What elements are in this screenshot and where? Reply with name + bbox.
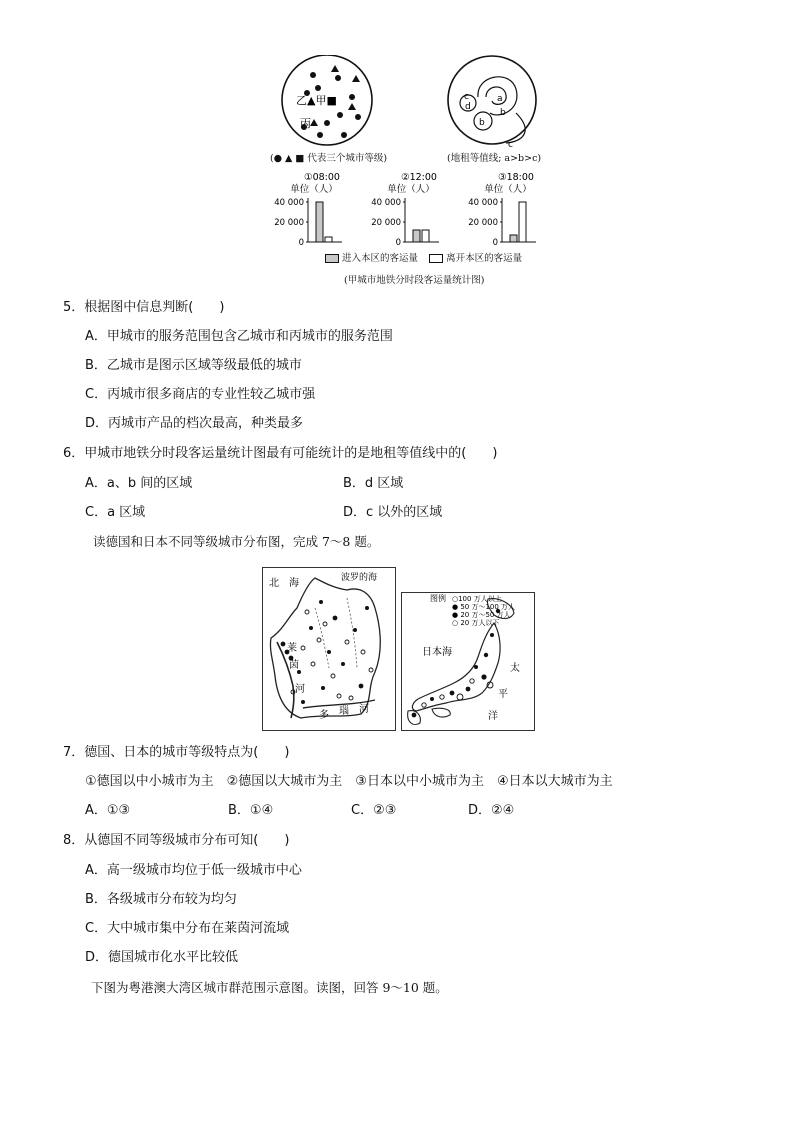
- rhine-label-1: 莱: [287, 643, 297, 654]
- bar-leave: [325, 237, 332, 242]
- q6-option-d[interactable]: D．c 以外的区域: [343, 505, 443, 520]
- bar-legend: [325, 250, 522, 264]
- baltic-sea-label: 波罗的海: [341, 573, 378, 583]
- contour-a-label: a: [497, 94, 503, 104]
- legend-leave-swatch: [429, 254, 443, 263]
- rhine-label-3: 河: [295, 684, 305, 695]
- bar-enter: [510, 235, 517, 242]
- contour-d-label: d: [465, 102, 471, 112]
- q8-option-c[interactable]: C．大中城市集中分布在莱茵河流域: [85, 921, 290, 936]
- pacific-label-2: 平: [498, 689, 508, 700]
- q7-option-c[interactable]: C．②③: [351, 803, 397, 818]
- contour-b2-label: b: [479, 118, 485, 128]
- panel-time-label: ②12:00: [401, 172, 437, 183]
- pacific-label-1: 太: [510, 663, 520, 674]
- q5-option-a[interactable]: A．甲城市的服务范围包含乙城市和丙城市的服务范围: [85, 329, 393, 344]
- legend-item-1: ○100 万人以上: [452, 595, 502, 603]
- q5-option-c[interactable]: C．丙城市很多商店的专业性较乙城市强: [85, 387, 316, 402]
- y-tick-label: 20 000: [468, 218, 498, 228]
- q6-option-b[interactable]: B．d 区域: [343, 476, 404, 491]
- state-borders: [315, 598, 357, 668]
- bar-enter: [413, 230, 420, 242]
- q8-option-a[interactable]: A．高一级城市均位于低一级城市中心: [85, 863, 302, 878]
- lead-9-10: 下图为粤港澳大湾区城市群范围示意图。读图，回答 9～10 题。: [91, 980, 448, 995]
- panel-time-label: ①08:00: [304, 172, 340, 183]
- y-tick-label: 40 000: [468, 198, 498, 208]
- panel-unit-label: 单位（人）: [290, 184, 338, 195]
- yi-jia-label: 乙▲甲■: [296, 94, 337, 107]
- lead-7-8: 读德国和日本不同等级城市分布图，完成 7～8 题。: [93, 534, 380, 549]
- q6-option-a[interactable]: A．a、b 间的区域: [85, 476, 193, 491]
- q5-option-d[interactable]: D．丙城市产品的档次最高，种类最多: [85, 416, 304, 431]
- legend-item-4: ○ 20 万人以下: [452, 619, 500, 627]
- q7-option-a[interactable]: A．①③: [85, 803, 131, 818]
- q8-stem: 8．从德国不同等级城市分布可知( ): [63, 833, 290, 848]
- q6-stem: 6．甲城市地铁分时段客运量统计图最有可能统计的是地租等值线中的( ): [63, 446, 498, 461]
- legend-enter-label: 进入本区的客运量: [342, 253, 419, 264]
- y-tick-label: 0: [298, 238, 304, 248]
- y-tick-label: 0: [395, 238, 401, 248]
- legend-item-3: ● 20 万～50 万人: [452, 611, 511, 619]
- contour-c2-label: c: [508, 140, 513, 150]
- q7-statements: ①德国以中小城市为主 ②德国以大城市为主 ③日本以中小城市为主 ④日本以大城市为主: [85, 774, 613, 789]
- legend-title: 图例: [430, 594, 446, 603]
- honshu: [412, 623, 500, 711]
- q7-option-d[interactable]: D．②④: [468, 803, 515, 818]
- y-tick-label: 20 000: [371, 218, 401, 228]
- pacific-label-3: 洋: [488, 711, 498, 722]
- bing-label: 丙: [300, 117, 311, 130]
- legend-item-2: ● 50 万～100 万人: [452, 603, 516, 611]
- y-tick-label: 20 000: [274, 218, 304, 228]
- shikoku: [432, 708, 450, 717]
- legend-enter-swatch: [325, 254, 339, 263]
- germany-map: [262, 567, 396, 731]
- bar-leave: [422, 230, 429, 242]
- danube-label-3: 河: [359, 704, 369, 715]
- danube-label-2: 瑙: [339, 706, 349, 717]
- contour-c-label: c: [464, 92, 469, 102]
- panel-unit-label: 单位（人）: [387, 184, 435, 195]
- danube-label-1: 多: [319, 710, 329, 721]
- sea-of-japan-label: 日本海: [422, 647, 452, 658]
- left-circle-caption: (● ▲ ■ 代表三个城市等级): [270, 153, 388, 164]
- bar-enter: [316, 202, 323, 242]
- central-place-figure: [280, 55, 560, 150]
- y-tick-label: 0: [492, 238, 498, 248]
- y-tick-label: 40 000: [371, 198, 401, 208]
- q5-option-b[interactable]: B．乙城市是图示区域等级最低的城市: [85, 358, 302, 373]
- contour-b-label: b: [500, 108, 506, 118]
- right-circle-caption: (地租等值线; a>b>c): [447, 153, 542, 164]
- q5-stem: 5．根据图中信息判断( ): [63, 300, 225, 315]
- q8-option-b[interactable]: B．各级城市分布较为均匀: [85, 892, 237, 907]
- q6-option-c[interactable]: C．a 区域: [85, 505, 146, 520]
- y-tick-label: 40 000: [274, 198, 304, 208]
- q8-option-d[interactable]: D．德国城市化水平比较低: [85, 950, 239, 965]
- north-sea-label: 北 海: [269, 578, 299, 589]
- bar-leave: [519, 202, 526, 242]
- bar-chart-caption: (甲城市地铁分时段客运量统计图): [344, 275, 485, 286]
- legend-leave-label: 离开本区的客运量: [446, 253, 523, 264]
- q7-option-b[interactable]: B．①④: [228, 803, 274, 818]
- rhine-label-2: 茵: [289, 660, 299, 671]
- japan-map: [401, 592, 535, 731]
- q7-stem: 7．德国、日本的城市等级特点为( ): [63, 745, 290, 760]
- panel-time-label: ③18:00: [498, 172, 534, 183]
- panel-unit-label: 单位（人）: [484, 184, 532, 195]
